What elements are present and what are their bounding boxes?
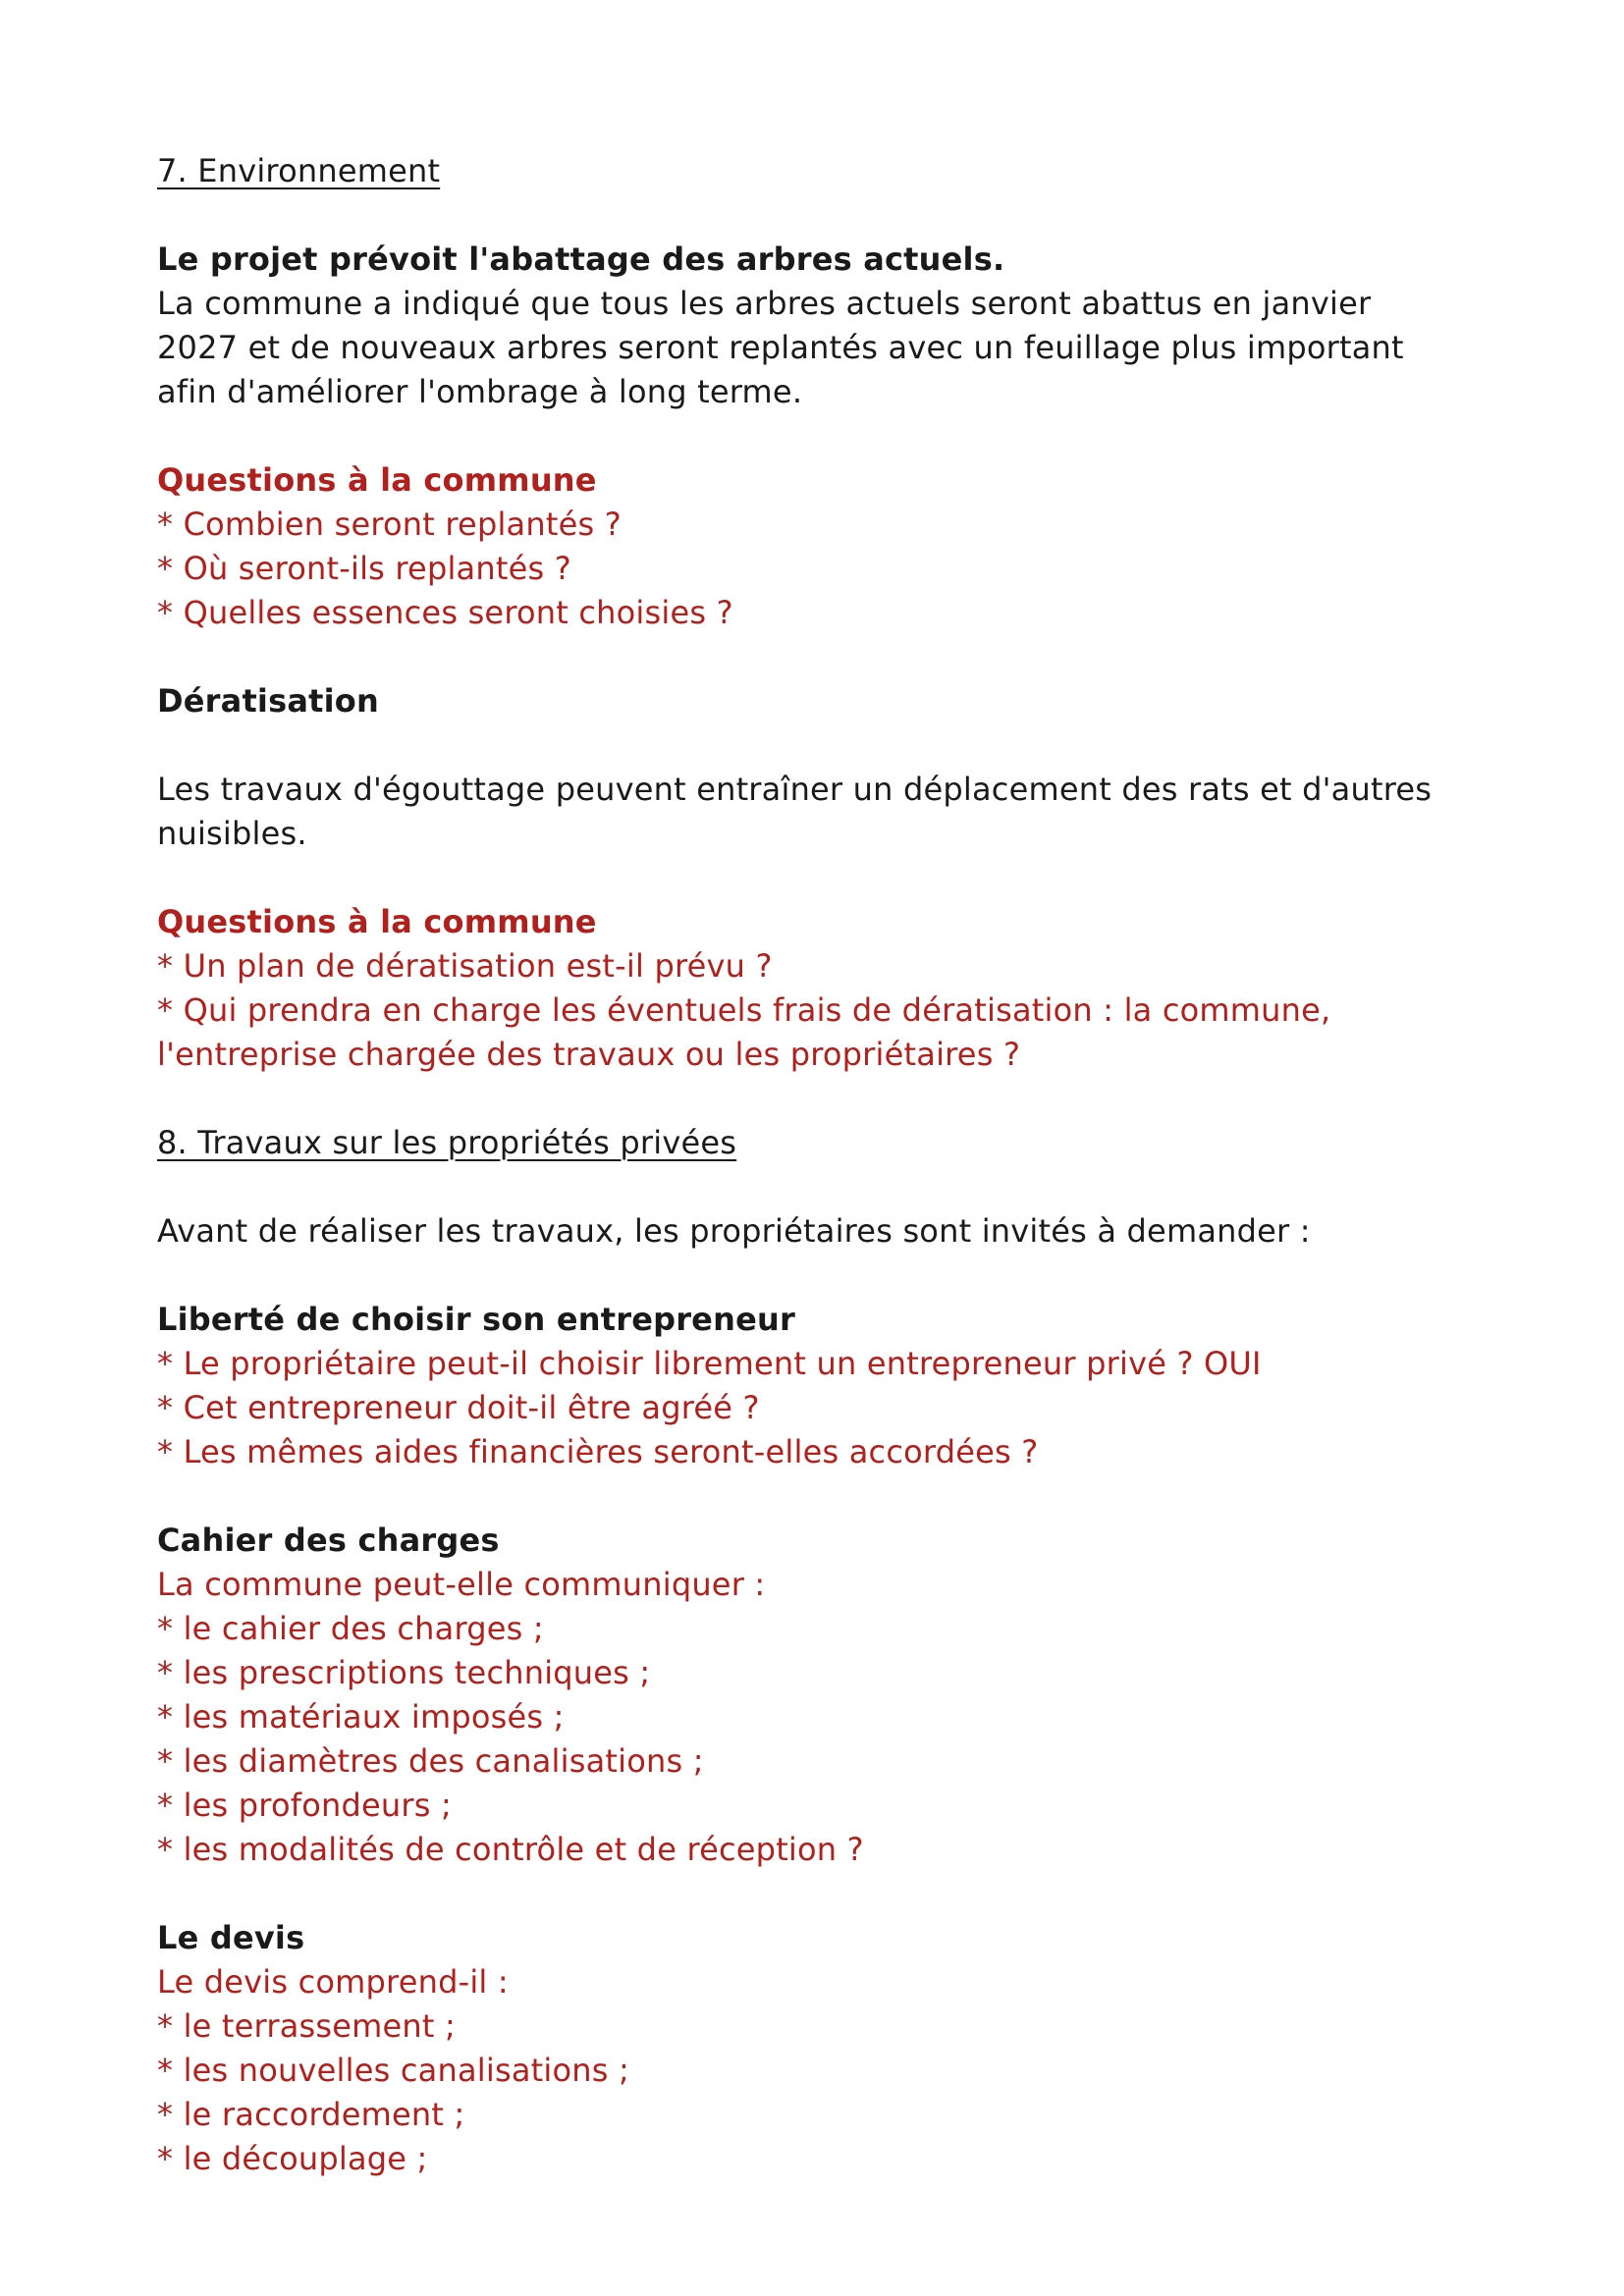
list-item: * les modalités de contrôle et de réception ? — [157, 1831, 864, 1868]
list-item: * les nouvelles canalisations ; — [157, 2052, 629, 2089]
list-item: * Cet entrepreneur doit-il être agréé ? — [157, 1389, 760, 1426]
abattage-text: La commune a indiqué que tous les arbres actuels seront abattus en janvier 2027 et de nouveaux arbres seront replantés avec un feuillage plus important afin d'améliorer l'ombrage à long terme. — [157, 285, 1404, 410]
question-item: * Quelles essences seront choisies ? — [157, 594, 733, 631]
question-item: * Où seront-ils replantés ? — [157, 550, 571, 587]
section-8-intro: Avant de réaliser les travaux, les propriétaires sont invités à demander : — [157, 1212, 1311, 1250]
devis-title: Le devis — [157, 1919, 305, 1956]
list-item: * le cahier des charges ; — [157, 1610, 544, 1647]
cahier-intro: La commune peut-elle communiquer : — [157, 1566, 766, 1603]
section-7-heading: 7. Environnement — [157, 152, 441, 189]
question-item: * Combien seront replantés ? — [157, 506, 622, 543]
devis-intro: Le devis comprend-il : — [157, 1963, 509, 2001]
section-8-heading: 8. Travaux sur les propriétés privées — [157, 1124, 737, 1161]
list-item: * les matériaux imposés ; — [157, 1698, 565, 1735]
questions-1-title: Questions à la commune — [157, 461, 597, 499]
questions-2-title: Questions à la commune — [157, 903, 597, 940]
liberte-title: Liberté de choisir son entrepreneur — [157, 1301, 795, 1338]
list-item: * le raccordement ; — [157, 2096, 465, 2133]
question-item: * Un plan de dératisation est-il prévu ? — [157, 947, 773, 985]
document-page — [157, 149, 1492, 2181]
cahier-title: Cahier des charges — [157, 1522, 500, 1559]
list-item: * le découplage ; — [157, 2140, 428, 2177]
abattage-title: Le projet prévoit l'abattage des arbres actuels. — [157, 240, 1005, 278]
list-item: * les profondeurs ; — [157, 1787, 452, 1824]
list-item: * les prescriptions techniques ; — [157, 1654, 651, 1691]
list-item: * Les mêmes aides financières seront-elles accordées ? — [157, 1433, 1039, 1470]
list-item: * le terrassement ; — [157, 2007, 456, 2045]
deratisation-title: Dératisation — [157, 682, 379, 720]
deratisation-text: Les travaux d'égouttage peuvent entraîner un déplacement des rats et d'autres nuisibles. — [157, 771, 1433, 852]
list-item: * Le propriétaire peut-il choisir librement un entrepreneur privé ? OUI — [157, 1345, 1262, 1382]
question-item: * Qui prendra en charge les éventuels frais de dératisation : la commune, l'entreprise chargée des travaux ou les propriétaires ? — [157, 991, 1331, 1073]
list-item: * les diamètres des canalisations ; — [157, 1742, 704, 1780]
